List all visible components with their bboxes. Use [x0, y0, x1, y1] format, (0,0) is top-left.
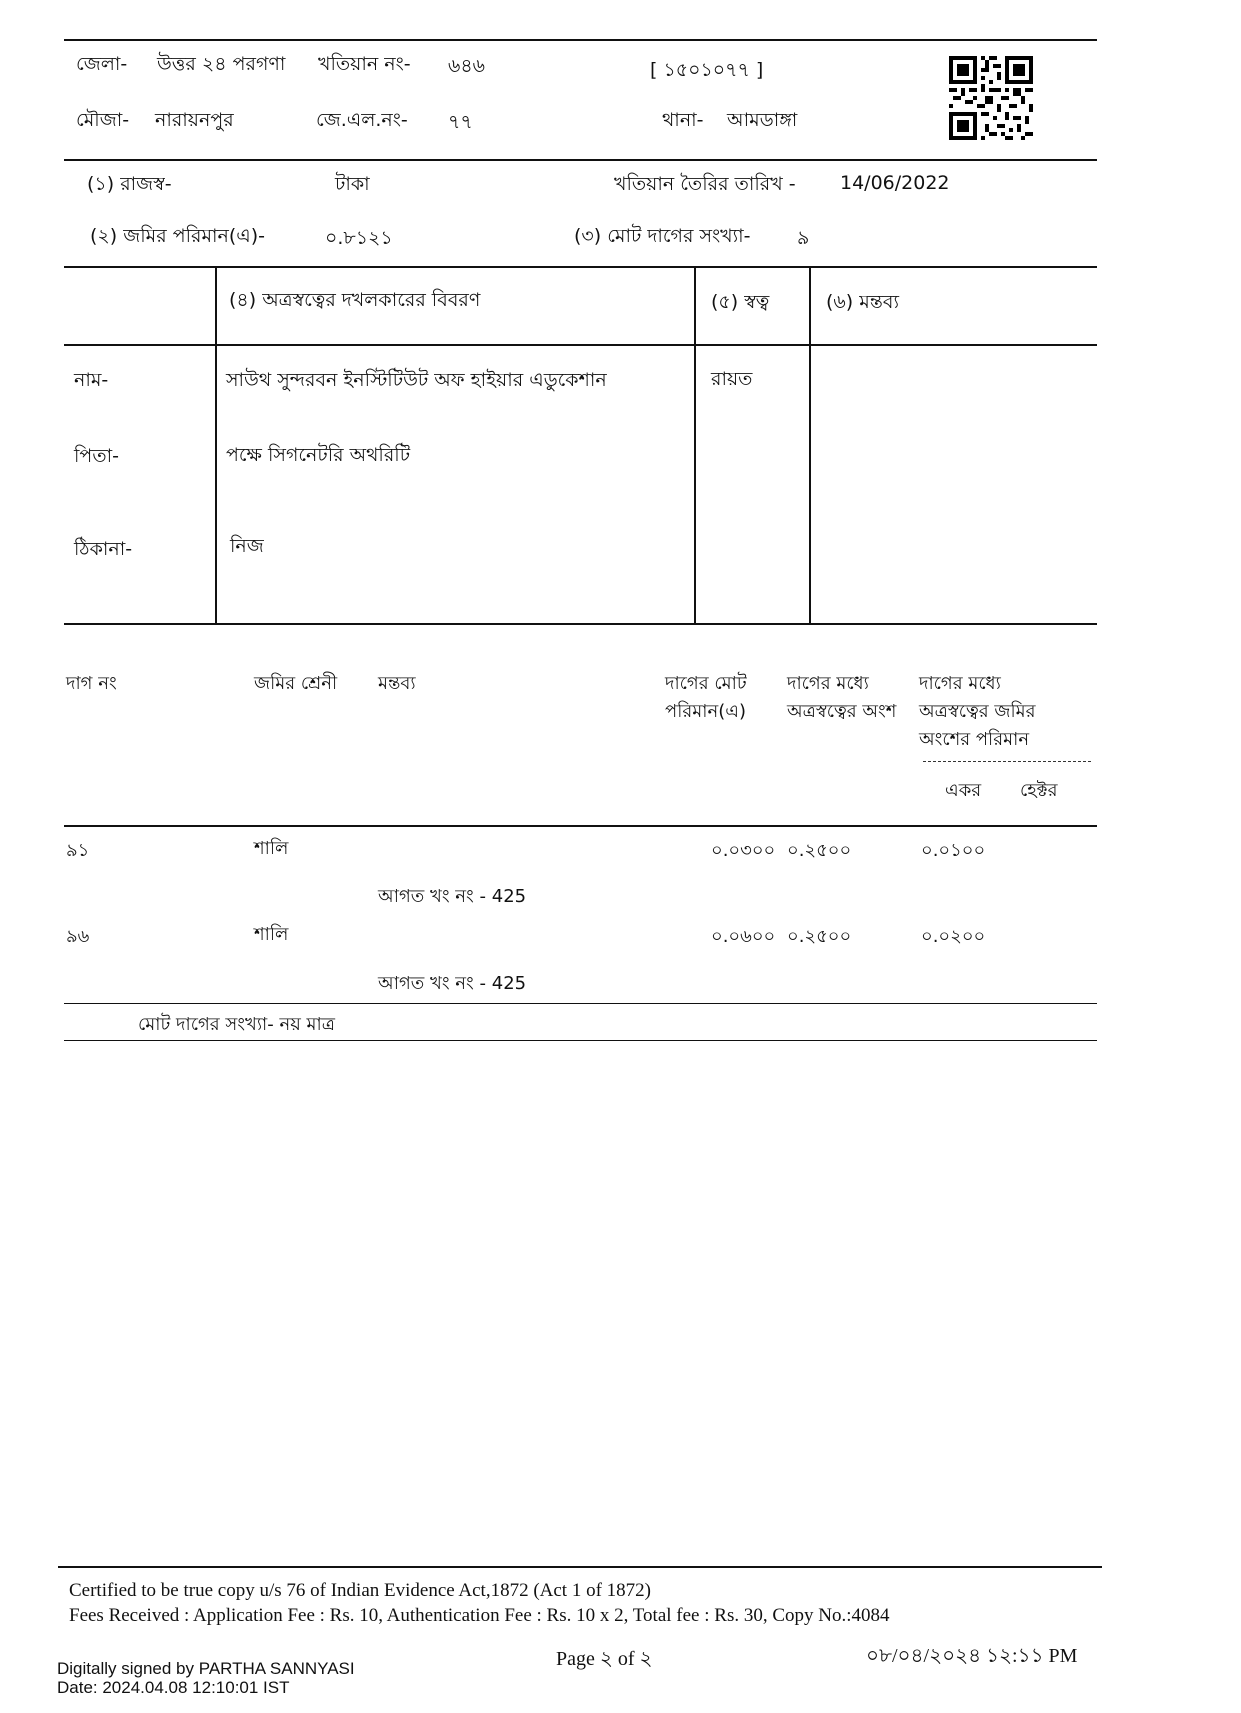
- area-value: ০.৮১২১: [325, 227, 393, 249]
- mouza-label: মৌজা-: [76, 109, 130, 131]
- owner-table-top-rule: [64, 266, 1097, 268]
- hectare-header: হেক্টর: [1020, 780, 1058, 801]
- share-acre: ০.০১০০: [921, 840, 986, 861]
- total-area-header-l1: দাগের মোট: [665, 673, 747, 694]
- jl-value: ৭৭: [448, 111, 473, 133]
- share-area-header-l1: দাগের মধ্যে: [919, 673, 1001, 694]
- header-rule: [64, 159, 1097, 161]
- col4-header: (৪) অত্রস্বত্বের দখলকারের বিবরণ: [229, 289, 481, 311]
- plot-table-total-rule: [64, 1003, 1097, 1004]
- plot-no: ৯১: [66, 840, 90, 861]
- owner-right-value: রায়ত: [711, 368, 753, 390]
- record-id: [ ১৫০১০৭৭ ]: [650, 59, 764, 81]
- jl-label: জে.এল.নং-: [316, 109, 408, 131]
- owner-table-divider-3: [809, 266, 811, 623]
- digital-signature-date: Date: 2024.04.08 12:10:01 IST: [57, 1678, 290, 1697]
- district-value: উত্তর ২৪ পরগণা: [157, 53, 286, 75]
- owner-table-divider-1: [215, 266, 217, 623]
- share: ০.২৫০০: [787, 926, 852, 947]
- total-area-header-l2: পরিমান(এ): [665, 701, 746, 722]
- address-value: নিজ: [230, 535, 264, 557]
- total-area: ০.০৬০০: [711, 926, 776, 947]
- father-label: পিতা-: [74, 445, 119, 467]
- owner-table-header-rule: [64, 344, 1097, 346]
- plot-no-header: দাগ নং: [66, 673, 117, 694]
- page-number: Page ২ of ২: [556, 1648, 653, 1670]
- area-label: (২) জমির পরিমান(এ)-: [90, 225, 266, 247]
- footer-rule: [58, 1566, 1102, 1568]
- share-header-l1: দাগের মধ্যে: [787, 673, 869, 694]
- col6-header: (৬) মন্তব্য: [826, 291, 899, 313]
- qr-code-icon: [949, 56, 1033, 140]
- print-timestamp: ০৮/০৪/২০২৪ ১২:১১ PM: [866, 1645, 1078, 1667]
- khatian-label: খতিয়ান নং-: [318, 53, 411, 75]
- revenue-label: (১) রাজস্ব-: [87, 173, 172, 195]
- remarks-header: মন্তব্য: [378, 673, 416, 694]
- owner-name-label: নাম-: [74, 369, 109, 391]
- share-header-l2: অত্রস্বত্বের অংশ: [787, 701, 897, 722]
- plot-count-label: (৩) মোট দাগের সংখ্যা-: [574, 225, 751, 247]
- share-acre: ০.০২০০: [921, 926, 986, 947]
- plot-table-bottom-rule: [64, 1040, 1097, 1041]
- share: ০.২৫০০: [787, 840, 852, 861]
- owner-table-bottom-rule: [64, 623, 1097, 625]
- land-class-header: জমির শ্রেনী: [254, 673, 338, 694]
- created-date: 14/06/2022: [840, 172, 950, 194]
- mouza-value: নারায়নপুর: [155, 109, 234, 131]
- plot-count-value: ৯: [797, 227, 810, 249]
- top-rule: [64, 39, 1097, 41]
- owner-name-value: সাউথ সুন্দরবন ইনস্টিটিউট অফ হাইয়ার এডুকেশান: [226, 369, 607, 391]
- share-area-header-l3: অংশের পরিমান: [919, 729, 1030, 750]
- share-area-header-l2: অত্রস্বত্বের জমির: [919, 701, 1036, 722]
- digital-signature-name: Digitally signed by PARTHA SANNYASI: [57, 1659, 355, 1678]
- certified-text: Certified to be true copy u/s 76 of Indian Evidence Act,1872 (Act 1 of 1872): [69, 1580, 651, 1601]
- plot-table-header-rule: [64, 825, 1097, 827]
- land-class: শালি: [254, 838, 289, 859]
- khatian-value: ৬৪৬: [448, 55, 486, 77]
- father-value: পক্ষে সিগনেটরি অথরিটি: [226, 444, 411, 466]
- plot-note: আগত খং নং - 425: [378, 973, 527, 994]
- address-label: ঠিকানা-: [74, 538, 133, 560]
- owner-table-divider-2: [694, 266, 696, 623]
- district-label: জেলা-: [76, 53, 128, 75]
- plot-note: আগত খং নং - 425: [378, 886, 527, 907]
- col5-header: (৫) স্বত্ব: [711, 291, 770, 313]
- revenue-unit: টাকা: [335, 173, 370, 195]
- total-plots-text: মোট দাগের সংখ্যা- নয় মাত্র: [138, 1014, 335, 1035]
- created-label: খতিয়ান তৈরির তারিখ -: [614, 173, 796, 195]
- fees-text: Fees Received : Application Fee : Rs. 10, Authentication Fee : Rs. 10 x 2, Total fee : Rs. 30, Copy No.:4084: [69, 1605, 890, 1626]
- plot-no: ৯৬: [66, 926, 90, 947]
- total-area: ০.০৩০০: [711, 840, 776, 861]
- thana-label: থানা-: [662, 109, 704, 131]
- land-class: শালি: [254, 924, 289, 945]
- acre-header: একর: [945, 780, 982, 801]
- unit-divider: [923, 761, 1091, 762]
- thana-value: আমডাঙ্গা: [727, 109, 798, 131]
